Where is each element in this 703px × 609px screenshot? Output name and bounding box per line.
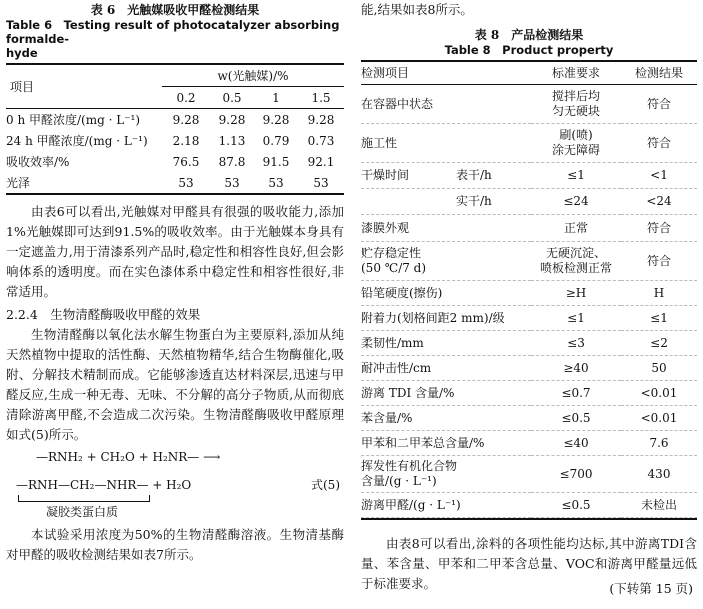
paragraph-enzyme: 生物清醛酶以氧化法水解生物蛋白为主要原料,添加从纯天然植物中提取的活性酶、天然植物精华,结合生物酶催化,吸附、分解技术精制而成。它能够渗透直达材料深层,迅速与甲醛反应,生成一种无毒、无味、不分解的高分子物质,从而彻底清除游离甲醛,不会造成二次污染。生物清醛酶吸收甲醛原理如式(5)所示。 <box>6 327 344 442</box>
table8-standard: 刷(喷) 涂无障碍 <box>531 124 621 163</box>
table8-result: 7.6 <box>621 431 697 456</box>
table8-row <box>361 124 697 163</box>
section-heading-2-2-4: 2.2.4 生物清醛酶吸收甲醛的效果 <box>6 307 201 322</box>
table6-cell: 9.28 <box>307 112 335 127</box>
equation-tag: 式(5) <box>311 478 340 492</box>
table8-result: 符合 <box>621 85 697 124</box>
table6-header-item: 项目 <box>10 80 35 94</box>
equation-bracket <box>18 495 150 502</box>
table8-item: 贮存稳定性 (50 ℃/7 d) <box>361 242 531 281</box>
paragraph-table8-discussion: 由表8可以看出,涂料的各项性能均达标,其中游离TDI含量、苯含量、甲苯和二甲苯含总量、VOC和游离甲醛量远低于标准要求。 <box>361 536 697 591</box>
table6-row <box>6 130 344 151</box>
table8-item <box>361 189 531 215</box>
table6-cell: 53 <box>178 175 194 190</box>
table8-item: 耐冲击性/cm <box>361 356 531 381</box>
table6-conc: 0.5 <box>222 90 242 105</box>
table8 <box>361 62 697 518</box>
table8-standard: ≤0.5 <box>531 493 621 518</box>
table8-result: H <box>621 281 697 306</box>
table8-row <box>361 242 697 281</box>
table8-row <box>361 406 697 431</box>
table6-row-label: 0 h 甲醛浓度/(mg · L⁻¹) <box>6 113 141 127</box>
table8-standard: ≤1 <box>531 163 621 189</box>
table8-title-cn: 表 8 产品检测结果 <box>474 28 584 42</box>
table8-result: 430 <box>621 456 697 493</box>
table8-item: 漆膜外观 <box>361 215 531 242</box>
table6-cell: 53 <box>313 175 329 190</box>
table8-standard: ≥40 <box>531 356 621 381</box>
table6-row <box>6 151 344 172</box>
table8-standard: 正常 <box>531 215 621 242</box>
table8-row <box>361 381 697 406</box>
table8-item: 苯含量/% <box>361 406 531 431</box>
table6 <box>6 65 344 193</box>
table8-item: 附着力(划格间距2 mm)/级 <box>361 306 531 331</box>
table8-result: 符合 <box>621 242 697 281</box>
table8-item: 柔韧性/mm <box>361 331 531 356</box>
table6-row-label: 光泽 <box>6 176 31 190</box>
table8-row <box>361 189 697 215</box>
table8-standard: ≤0.7 <box>531 381 621 406</box>
table8-header: 检测结果 <box>634 65 683 80</box>
table8-result: ≤2 <box>621 331 697 356</box>
table6-cell: 1.13 <box>218 133 246 148</box>
table8-item-sub: 实干/h <box>456 194 492 208</box>
table6-conc: 0.2 <box>176 90 196 105</box>
left-column <box>6 0 344 565</box>
paragraph-table7-intro: 本试验采用浓度为50%的生物清醛酶溶液。生物清基酶对甲醛的吸收检测结果如表7所示。 <box>6 527 344 562</box>
table8-row <box>361 331 697 356</box>
table8-row <box>361 356 697 381</box>
table8-standard: 无硬沉淀、 喷板检测正常 <box>531 242 621 281</box>
table6-cell: 53 <box>268 175 284 190</box>
table6-cell: 87.8 <box>218 154 246 169</box>
table8-item: 游离甲醛/(g · L⁻¹) <box>361 493 531 518</box>
equation-5 <box>6 447 344 525</box>
table8-standard: ≤40 <box>531 431 621 456</box>
table6-row-label: 24 h 甲醛浓度/(mg · L⁻¹) <box>6 134 148 148</box>
table8-result: 50 <box>621 356 697 381</box>
table8-header: 检测项目 <box>361 65 410 80</box>
table6-conc: 1 <box>272 90 280 105</box>
table8-item: 甲苯和二甲苯总含量/% <box>361 431 531 456</box>
table8-item-main <box>361 194 456 209</box>
table8-item: 挥发性有机化合物 含量/(g · L⁻¹) <box>361 456 531 493</box>
table8-result: <0.01 <box>621 381 697 406</box>
table6-row <box>6 109 344 131</box>
table8-item: 施工性 <box>361 124 531 163</box>
table8-standard: ≤1 <box>531 306 621 331</box>
table6-header-group: w(光触媒)/% <box>162 65 344 87</box>
table8-result: 未检出 <box>621 493 697 518</box>
table8-item <box>361 163 531 189</box>
table6-cell: 9.28 <box>218 112 246 127</box>
table8-standard: 搅拌后均 匀无硬块 <box>531 85 621 124</box>
paragraph-continued: 能,结果如表8所示。 <box>361 2 473 17</box>
table8-standard: ≤24 <box>531 189 621 215</box>
table8-standard: ≤3 <box>531 331 621 356</box>
table6-cell: 9.28 <box>172 112 200 127</box>
equation-product-label: 凝胶类蛋白质 <box>46 505 119 519</box>
table8-result: <1 <box>621 163 697 189</box>
table8-item-sub: 表干/h <box>456 168 492 182</box>
table8-result: <0.01 <box>621 406 697 431</box>
table6-cell: 91.5 <box>262 154 290 169</box>
table8-title-en: Table 8 Product property <box>444 43 614 57</box>
table6-title-en-2: hyde <box>6 46 38 60</box>
table8-row <box>361 456 697 493</box>
table6-row-label: 吸收效率/% <box>6 155 70 169</box>
table6-title-en-1: Table 6 Testing result of photocatalyzer absorbing formalde- <box>6 18 340 46</box>
table6-cell: 92.1 <box>307 154 335 169</box>
table6-cell: 53 <box>224 175 240 190</box>
table8-row <box>361 493 697 518</box>
table8-result: <24 <box>621 189 697 215</box>
table8-item-main: 干燥时间 <box>361 168 410 182</box>
table6-cell: 76.5 <box>172 154 200 169</box>
table8-item: 在容器中状态 <box>361 85 531 124</box>
table8-result: ≤1 <box>621 306 697 331</box>
table8-standard: ≥H <box>531 281 621 306</box>
table8-result: 符合 <box>621 124 697 163</box>
table8-row <box>361 431 697 456</box>
table8-item: 游离 TDI 含量/% <box>361 381 531 406</box>
table8-row <box>361 215 697 242</box>
equation-line-1: —RNH₂ + CH₂O + H₂NR— ⟶ <box>36 450 221 464</box>
continued-note: (下转第 15 页) <box>609 581 693 596</box>
paragraph-table6-discussion: 由表6可以看出,光触媒对甲醛具有很强的吸收能力,添加1%光触媒即可达到91.5%的吸收效率。由于光触媒本身具有一定遮盖力,用于清漆系列产品时,稳定性和相容性良好,但会影响体系的透明度。而在实色漆体系中稳定性和相容性很好,非常适用。 <box>6 204 344 299</box>
right-column <box>361 0 697 594</box>
table6-row <box>6 172 344 193</box>
table6-cell: 0.73 <box>307 133 335 148</box>
table6-conc: 1.5 <box>311 90 331 105</box>
table8-item: 铅笔硬度(擦伤) <box>361 281 531 306</box>
table6-title-cn: 表 6 光触媒吸收甲醛检测结果 <box>90 3 260 17</box>
table8-standard: ≤0.5 <box>531 406 621 431</box>
table6-cell: 0.79 <box>262 133 290 148</box>
table8-row <box>361 281 697 306</box>
table8-result: 符合 <box>621 215 697 242</box>
table8-row <box>361 85 697 124</box>
table8-row <box>361 306 697 331</box>
table8-row <box>361 163 697 189</box>
table8-standard: ≤700 <box>531 456 621 493</box>
table6-cell: 9.28 <box>262 112 290 127</box>
equation-line-2: —RNH—CH₂—NHR— + H₂O <box>16 478 192 492</box>
table6-cell: 2.18 <box>172 133 200 148</box>
table8-header: 标准要求 <box>551 65 600 80</box>
